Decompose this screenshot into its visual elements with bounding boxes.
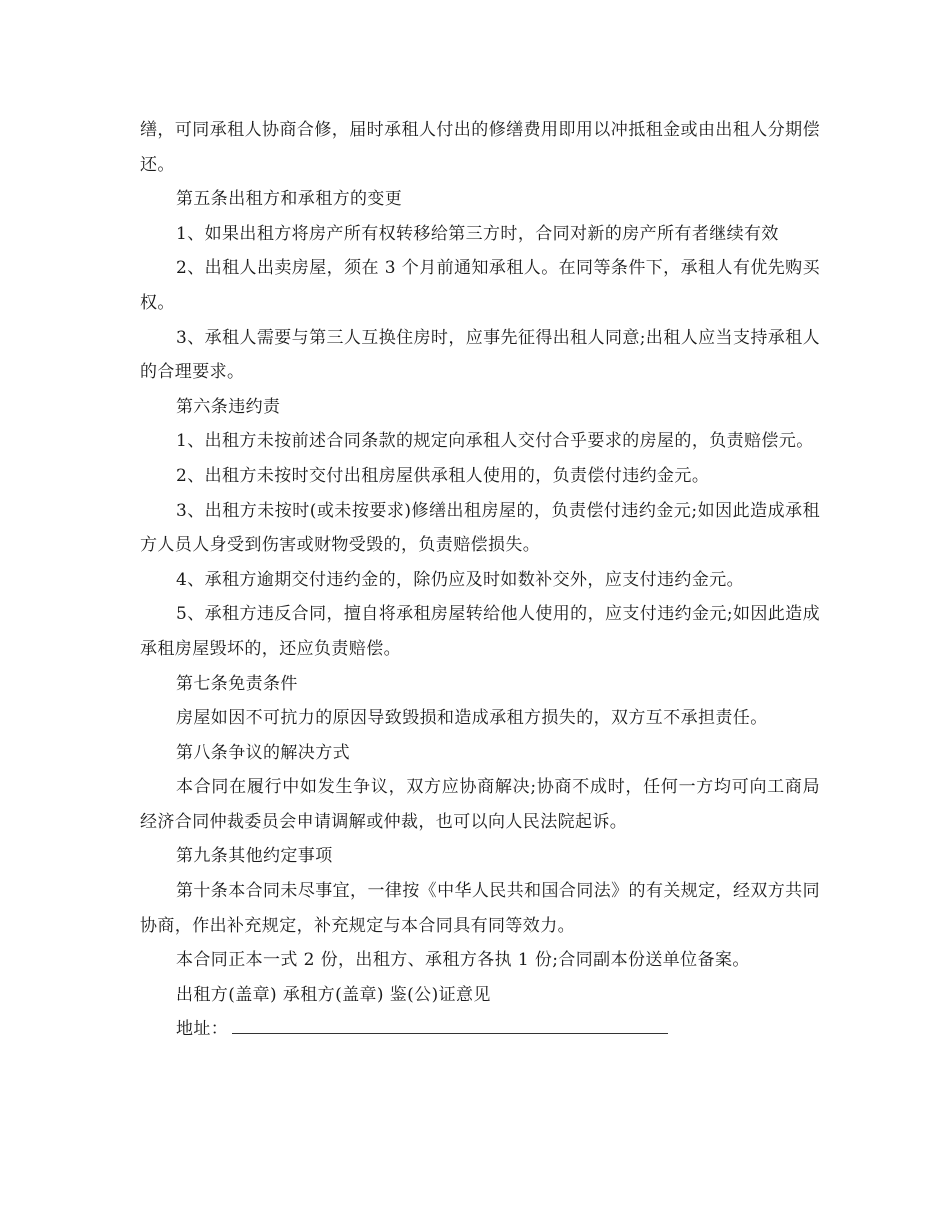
- address-row: [140, 1012, 820, 1047]
- paragraph-article-6-item-5: 5、承租方违反合同，擅自将承租房屋转给他人使用的，应支付违约金元;如因此造成承租房屋毁坏的，还应负责赔偿。: [140, 604, 820, 659]
- paragraph-article-5-item-2: 2、出租人出卖房屋，须在 3 个月前通知承租人。在同等条件下，承租人有优先购买权。: [140, 258, 820, 313]
- paragraph-article-6-item-2: 2、出租方未按时交付出租房屋供承租人使用的，负责偿付违约金元。: [176, 465, 710, 486]
- paragraph-article-6-item-3: 3、出租方未按时(或未按要求)修缮出租房屋的，负责偿付违约金元;如因此造成承租方人员人身受到伤害或财物受毁的，负责赔偿损失。: [140, 500, 820, 556]
- signature-parties: 出租方(盖章) 承租方(盖章) 鉴(公)证意见: [176, 984, 491, 1005]
- heading-article-7: 第七条免责条件: [176, 673, 298, 694]
- address-label: 地址：: [176, 1019, 229, 1040]
- paragraph-article-6-item-4: 4、承租方逾期交付违约金的，除仍应及时如数补交外，应支付违约金元。: [176, 569, 745, 590]
- paragraph-repair-continuation: 缮，可同承租人协商合修，届时承租人付出的修缮费用即用以冲抵租金或由出租人分期偿还。: [140, 120, 820, 175]
- document-body: [140, 113, 820, 1047]
- heading-article-5: 第五条出租方和承租方的变更: [176, 189, 403, 210]
- address-blank-line: [232, 1013, 668, 1034]
- paragraph-copies: 本合同正本一式 2 份，出租方、承租方各执 1 份;合同副本份送单位备案。: [176, 950, 750, 971]
- heading-article-9: 第九条其他约定事项: [176, 846, 333, 867]
- paragraph-article-7: 房屋如因不可抗力的原因导致毁损和造成承租方损失的，双方互不承担责任。: [176, 708, 768, 729]
- paragraph-article-5-item-1: 1、如果出租方将房产所有权转移给第三方时，合同对新的房产所有者继续有效: [176, 223, 779, 244]
- paragraph-article-10: 第十条本合同未尽事宜，一律按《中华人民共和国合同法》的有关规定，经双方共同协商，作出补充规定，补充规定与本合同具有同等效力。: [140, 881, 820, 936]
- heading-article-6: 第六条违约责: [176, 396, 281, 417]
- paragraph-article-8: 本合同在履行中如发生争议，双方应协商解决;协商不成时，任何一方均可向工商局经济合同仲裁委员会申请调解或仲裁，也可以向人民法院起诉。: [140, 777, 820, 832]
- paragraph-article-5-item-3: 3、承租人需要与第三人互换住房时，应事先征得出租人同意;出租人应当支持承租人的合理要求。: [140, 327, 820, 383]
- heading-article-8: 第八条争议的解决方式: [176, 742, 350, 763]
- paragraph-article-6-item-1: 1、出租方未按前述合同条款的规定向承租人交付合乎要求的房屋的，负责赔偿元。: [176, 431, 814, 452]
